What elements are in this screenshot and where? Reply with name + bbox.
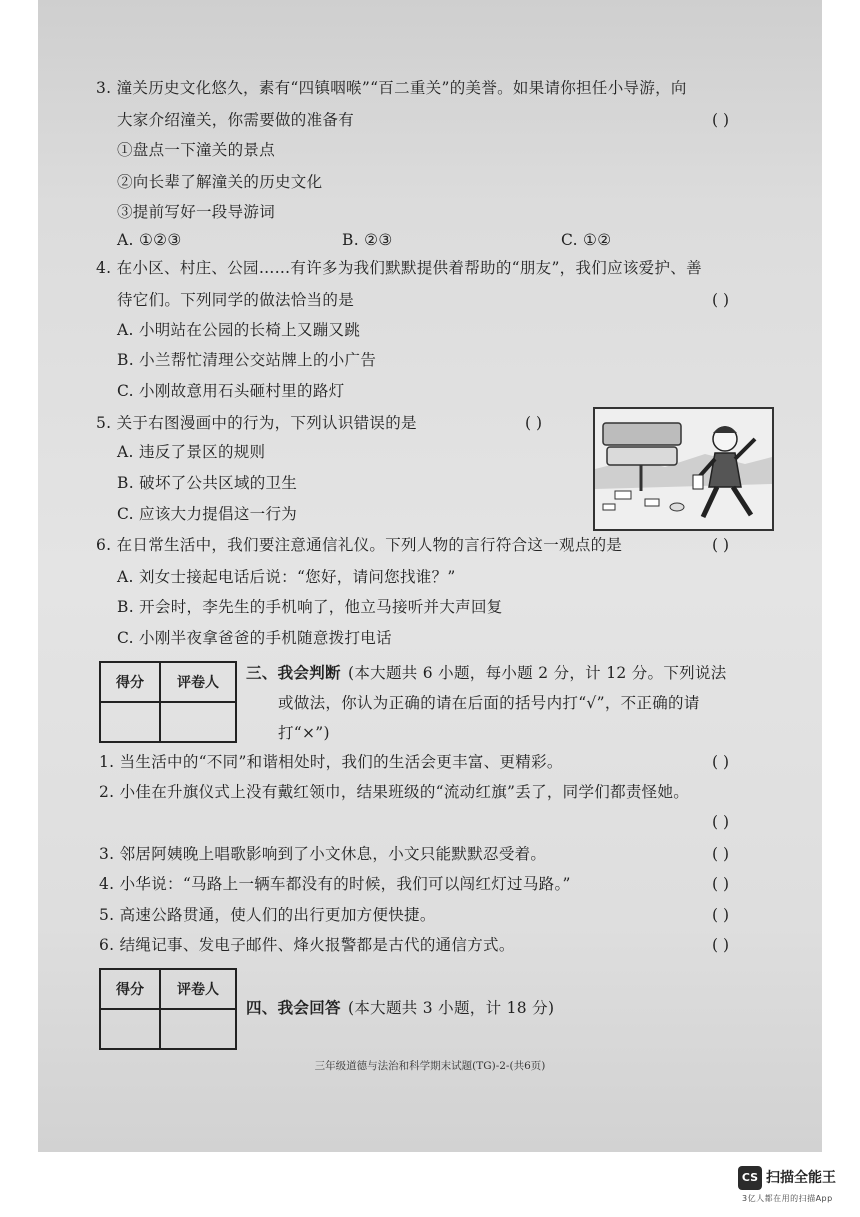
q5-stem: 5. 关于右图漫画中的行为，下列认识错误的是	[96, 414, 417, 432]
q3-answer-paren: ( )	[712, 111, 730, 129]
section3-heading: 三、我会判断	[246, 663, 341, 682]
grader-cell	[160, 1009, 236, 1049]
q4-stem-line2: 待它们。下列同学的做法恰当的是	[117, 291, 355, 309]
camscanner-name: 扫描全能王	[766, 1170, 836, 1186]
judge-item-4: 4. 小华说：“马路上一辆车都没有的时候，我们可以闯红灯过马路。”	[99, 875, 571, 893]
score-header: 得分	[100, 662, 160, 702]
q3-item-1: ①盘点一下潼关的景点	[117, 141, 276, 159]
section4-score-table	[99, 968, 237, 1050]
judge-item-4-paren: ( )	[712, 875, 730, 893]
q6-stem: 6. 在日常生活中，我们要注意通信礼仪。下列人物的言行符合这一观点的是	[96, 536, 623, 554]
q5-answer-paren: ( )	[525, 414, 543, 432]
grader-header: 评卷人	[160, 969, 236, 1009]
comic-illustration	[593, 407, 774, 531]
q5-option-b: B. 破坏了公共区域的卫生	[117, 474, 298, 492]
camscanner-logo-icon: CS	[738, 1166, 762, 1190]
q3-item-2: ②向长辈了解潼关的历史文化	[117, 173, 323, 191]
section3-intro-line1: (本大题共 6 小题，每小题 2 分，计 12 分。下列说法	[348, 664, 727, 682]
judge-item-6: 6. 结绳记事、发电子邮件、烽火报警都是古代的通信方式。	[99, 936, 515, 954]
section3-score-table	[99, 661, 237, 743]
score-header: 得分	[100, 969, 160, 1009]
q3-option-a: A. ①②③	[117, 231, 182, 249]
q5-option-a: A. 违反了景区的规则	[117, 443, 266, 461]
q3-item-3: ③提前写好一段导游词	[117, 203, 276, 221]
section4-heading: 四、我会回答	[246, 998, 341, 1017]
section4-intro: (本大题共 3 小题，计 18 分)	[348, 999, 555, 1017]
judge-item-6-paren: ( )	[712, 936, 730, 954]
page-footer: 三年级道德与法治和科学期末试题(TG)-2-(共6页)	[314, 1060, 546, 1072]
judge-item-3-paren: ( )	[712, 845, 730, 863]
q4-stem-line1: 4. 在小区、村庄、公园……有许多为我们默默提供着帮助的“朋友”，我们应该爱护、善	[96, 259, 702, 277]
score-cell	[100, 702, 160, 742]
grader-header: 评卷人	[160, 662, 236, 702]
judge-item-1-paren: ( )	[712, 753, 730, 771]
q4-option-a: A. 小明站在公园的长椅上又蹦又跳	[117, 321, 361, 339]
grader-cell	[160, 702, 236, 742]
q6-option-a: A. 刘女士接起电话后说：“您好，请问您找谁？”	[117, 568, 456, 586]
section3-intro-line2: 或做法，你认为正确的请在后面的括号内打“√”，不正确的请	[278, 694, 700, 712]
comic-littering-drawing	[595, 409, 772, 529]
q4-option-b: B. 小兰帮忙清理公交站牌上的小广告	[117, 351, 377, 369]
judge-item-3: 3. 邻居阿姨晚上唱歌影响到了小文休息，小文只能默默忍受着。	[99, 845, 547, 863]
judge-item-1: 1. 当生活中的“不同”和谐相处时，我们的生活会更丰富、更精彩。	[99, 753, 563, 771]
q3-option-c: C. ①②	[561, 231, 612, 249]
q3-option-b: B. ②③	[342, 231, 393, 249]
q4-answer-paren: ( )	[712, 291, 730, 309]
camscanner-tagline: 3亿人都在用的扫描App	[742, 1194, 833, 1203]
judge-item-5: 5. 高速公路贯通，使人们的出行更加方便快捷。	[99, 906, 436, 924]
q3-stem-line1: 3. 潼关历史文化悠久，素有“四镇咽喉”“百二重关”的美誉。如果请你担任小导游，向	[96, 79, 687, 97]
q3-stem-line2: 大家介绍潼关，你需要做的准备有	[117, 111, 355, 129]
section3-intro-line3: 打“×”)	[278, 724, 330, 742]
q6-option-b: B. 开会时，李先生的手机响了，他立马接听并大声回复	[117, 598, 503, 616]
q6-option-c: C. 小刚半夜拿爸爸的手机随意拨打电话	[117, 629, 392, 647]
q4-option-c: C. 小刚故意用石头砸村里的路灯	[117, 382, 345, 400]
q5-option-c: C. 应该大力提倡这一行为	[117, 505, 298, 523]
judge-item-2-paren: ( )	[712, 813, 730, 831]
judge-item-5-paren: ( )	[712, 906, 730, 924]
judge-item-2: 2. 小佳在升旗仪式上没有戴红领巾，结果班级的“流动红旗”丢了，同学们都责怪她。	[99, 783, 690, 801]
score-cell	[100, 1009, 160, 1049]
q6-answer-paren: ( )	[712, 536, 730, 554]
